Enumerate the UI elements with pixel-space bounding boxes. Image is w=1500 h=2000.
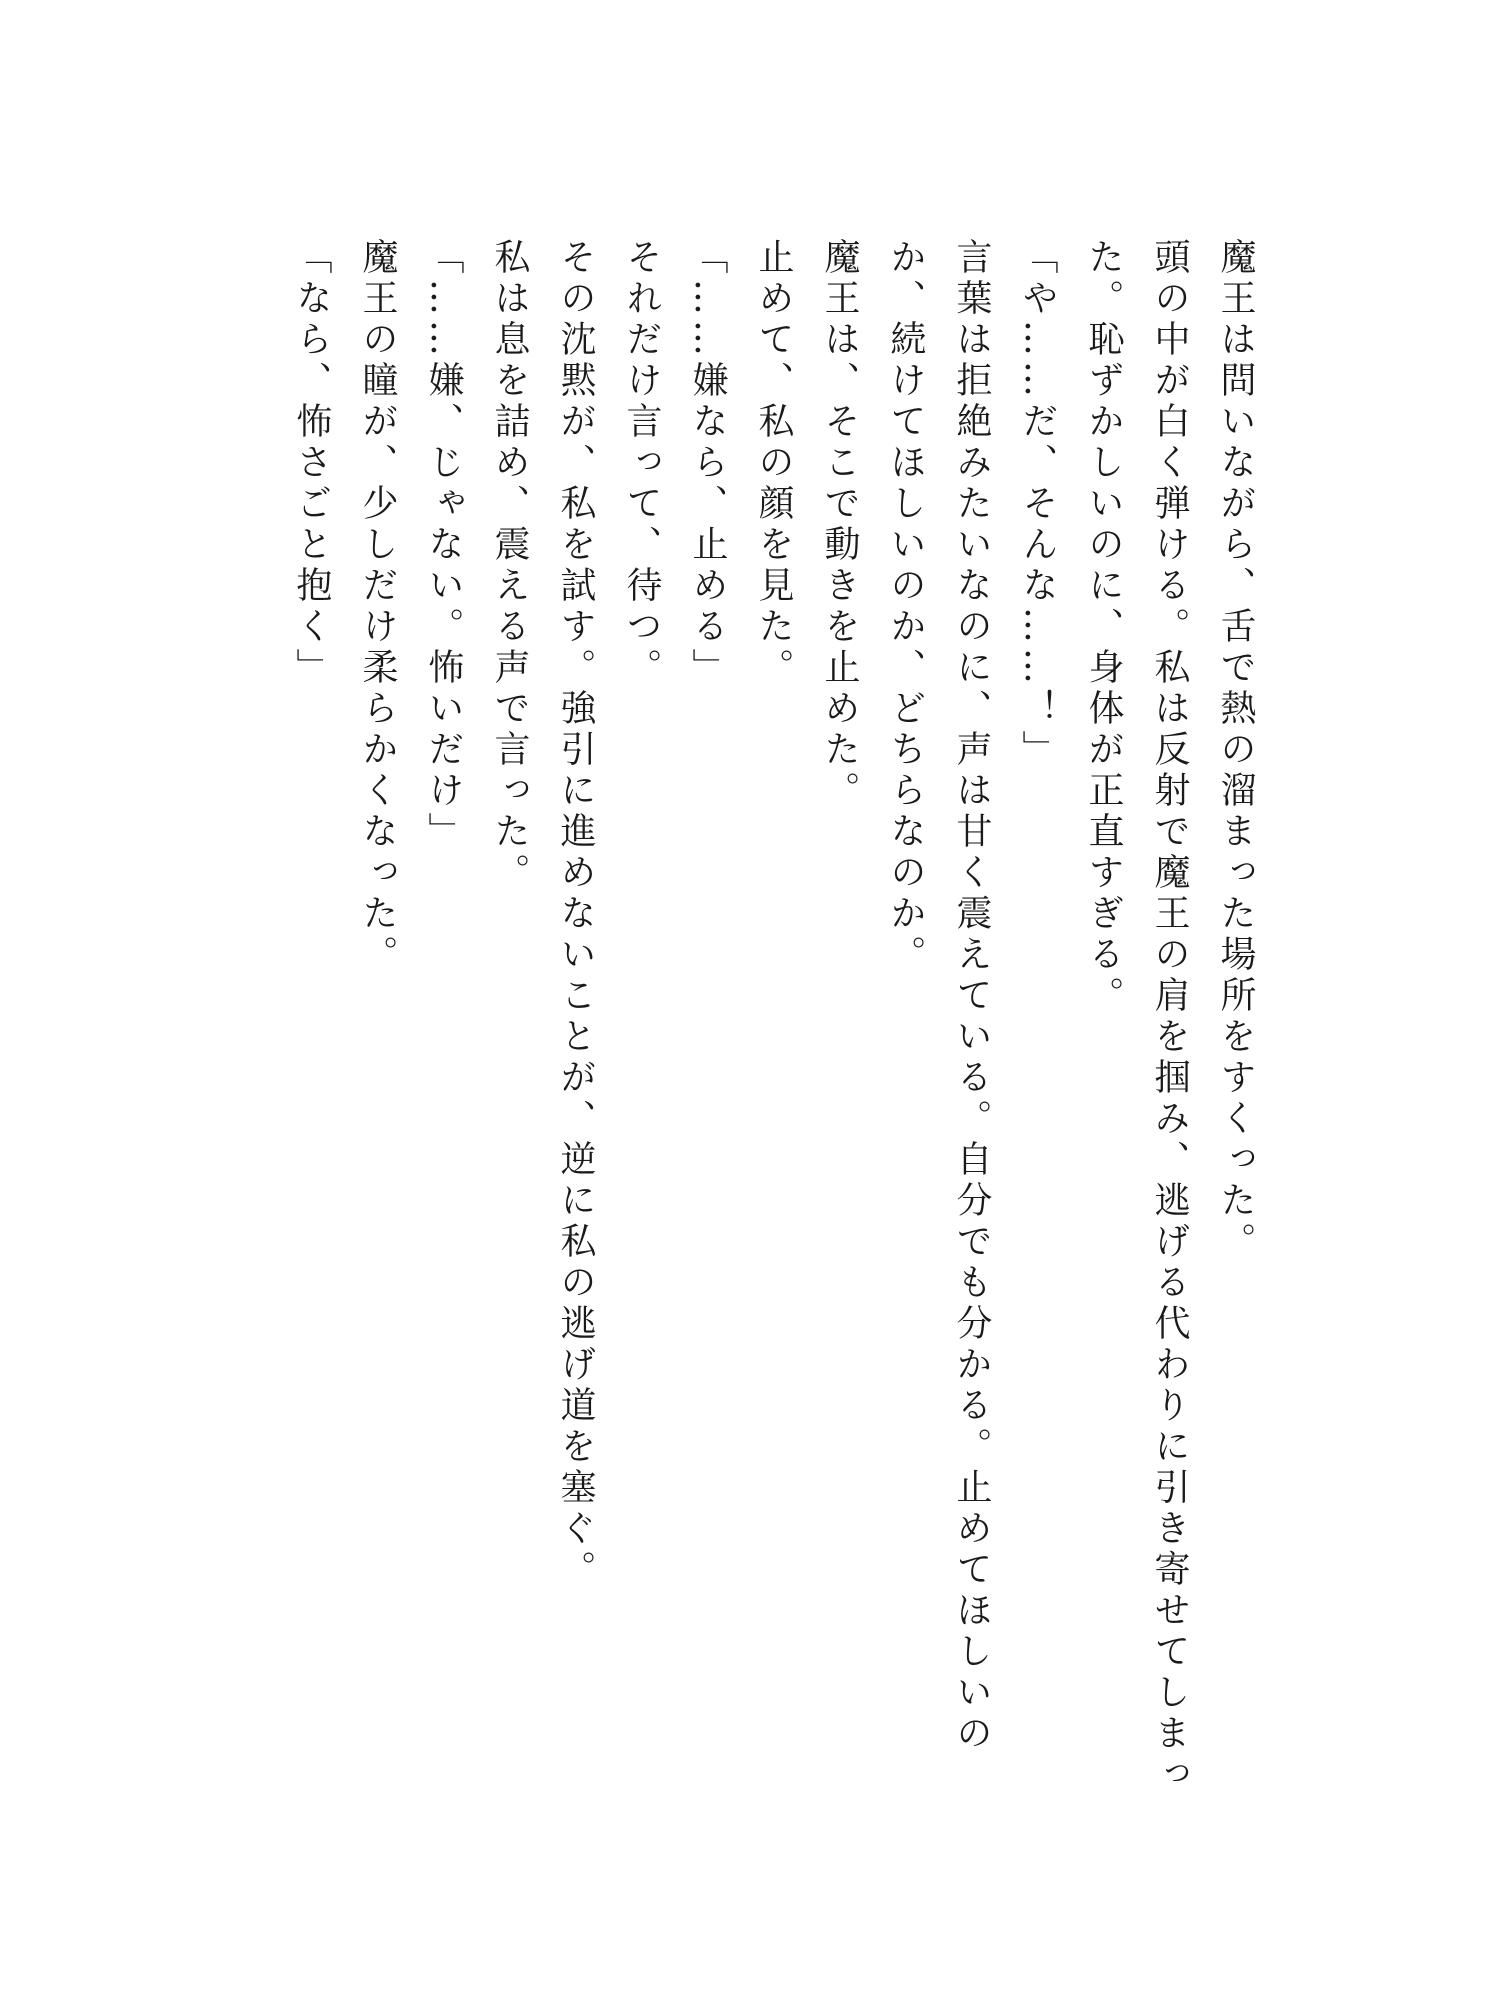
paragraph: 魔王は、そこで動きを止めた。 (819, 238, 860, 812)
paragraph: 魔王の瞳が、少しだけ柔らかくなった。 (357, 238, 398, 976)
dialogue-line: 「なら、怖さごと抱く」 (291, 238, 332, 689)
paragraph: 私は息を詰め、震える声で言った。 (489, 238, 530, 894)
paragraph: その沈黙が、私を試す。強引に進めないことが、逆に私の逃げ道を塞ぐ。 (555, 238, 596, 1591)
dialogue-line: 「や……だ、そんな……！」 (1017, 238, 1058, 771)
paragraph: 言葉は拒絶みたいなのに、声は甘く震えている。自分でも分かる。止めてほしいのか、続けてほしいのか、どちらなのか。 (885, 238, 992, 1755)
paragraph: 頭の中が白く弾ける。私は反射で魔王の肩を掴み、逃げる代わりに引き寄せてしまった。恥ずかしいのに、身体が正直すぎる。 (1083, 238, 1190, 1796)
body-text (218, 238, 1268, 1798)
paragraph: それだけ言って、待つ。 (621, 238, 662, 689)
dialogue-line: 「……嫌なら、止める」 (687, 238, 728, 689)
paragraph: 魔王は問いながら、舌で熱の溜まった場所をすくった。 (1215, 238, 1256, 1263)
dialogue-line: 「……嫌、じゃない。怖いだけ」 (423, 238, 464, 853)
paragraph: 止めて、私の顔を見た。 (753, 238, 794, 689)
